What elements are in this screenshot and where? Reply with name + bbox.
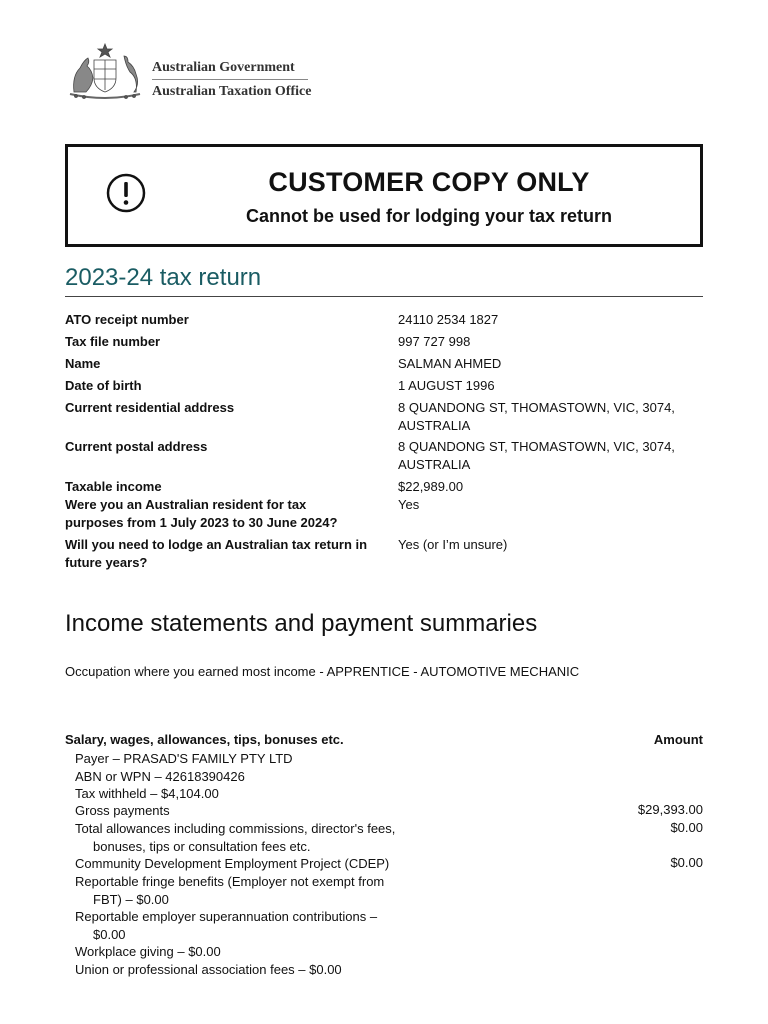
detail-label: Were you an Australian resident for tax purposes from 1 July 2023 to 30 June 2024? [65, 497, 338, 530]
detail-value: 24110 2534 1827 [398, 312, 499, 327]
income-amount: $0.00 [670, 855, 703, 870]
notice-subheading: Cannot be used for lodging your tax return [245, 206, 612, 226]
agency-line-2: Australian Taxation Office [152, 84, 312, 99]
income-line-text: Total allowances including commissions, director's fees, [75, 821, 396, 836]
detail-label: Current postal address [65, 439, 208, 454]
income-line: Payer – PRASAD'S FAMILY PTY LTD [75, 751, 293, 766]
detail-value: 1 AUGUST 1996 [398, 378, 495, 393]
income-line: Union or professional association fees – $0.00 [75, 962, 342, 977]
notice-heading: CUSTOMER COPY ONLY [268, 167, 590, 197]
coat-of-arms-icon [64, 42, 146, 100]
detail-label: Current residential address [65, 400, 235, 415]
detail-value: Yes [398, 497, 420, 512]
detail-label: Tax file number [65, 334, 161, 349]
detail-value: 8 QUANDONG ST, THOMASTOWN, VIC, 3074, AUSTRALIA [398, 400, 675, 433]
income-line-continuation: $0.00 [93, 927, 126, 942]
income-amount: $0.00 [670, 820, 703, 835]
income-line: Community Development Employment Project (CDEP) [75, 856, 390, 871]
detail-label: Date of birth [65, 378, 142, 393]
customer-copy-notice [65, 144, 703, 247]
detail-label: Taxable income [65, 479, 162, 494]
agency-line-1: Australian Government [152, 60, 295, 75]
detail-label: Name [65, 356, 101, 371]
income-line [75, 908, 415, 944]
income-section-heading: Income statements and payment summaries [65, 610, 538, 637]
income-line: Tax withheld – $4,104.00 [75, 786, 219, 801]
income-line [75, 873, 415, 909]
income-line-continuation: bonuses, tips or consultation fees etc. [93, 839, 311, 854]
detail-value: $22,989.00 [398, 479, 464, 494]
amount-column-heading: Amount [653, 732, 703, 747]
detail-label: ATO receipt number [65, 312, 189, 327]
agency-name [152, 58, 312, 102]
income-line-text: Reportable employer superannuation contributions – [75, 909, 378, 924]
income-amount: $29,393.00 [637, 802, 703, 817]
title-divider [65, 296, 703, 297]
detail-value: Yes (or I’m unsure) [398, 537, 508, 552]
occupation-line: Occupation where you earned most income - APPRENTICE - AUTOMOTIVE MECHANIC [65, 664, 580, 679]
detail-value: 8 QUANDONG ST, THOMASTOWN, VIC, 3074, AUSTRALIA [398, 439, 675, 472]
ato-logo [64, 42, 314, 100]
salary-heading: Salary, wages, allowances, tips, bonuses etc. [65, 732, 344, 747]
income-line: Workplace giving – $0.00 [75, 944, 221, 959]
income-line: ABN or WPN – 42618390426 [75, 769, 245, 784]
income-line-text: Reportable fringe benefits (Employer not exempt from [75, 874, 385, 889]
page-title: 2023-24 tax return [65, 264, 262, 291]
income-line: Gross payments [75, 803, 170, 818]
income-line-continuation: FBT) – $0.00 [93, 892, 169, 907]
detail-value: 997 727 998 [398, 334, 471, 349]
income-line [75, 820, 415, 856]
agency-divider [152, 79, 308, 80]
detail-label: Will you need to lodge an Australian tax return in future years? [65, 537, 368, 570]
detail-value: SALMAN AHMED [398, 356, 502, 371]
